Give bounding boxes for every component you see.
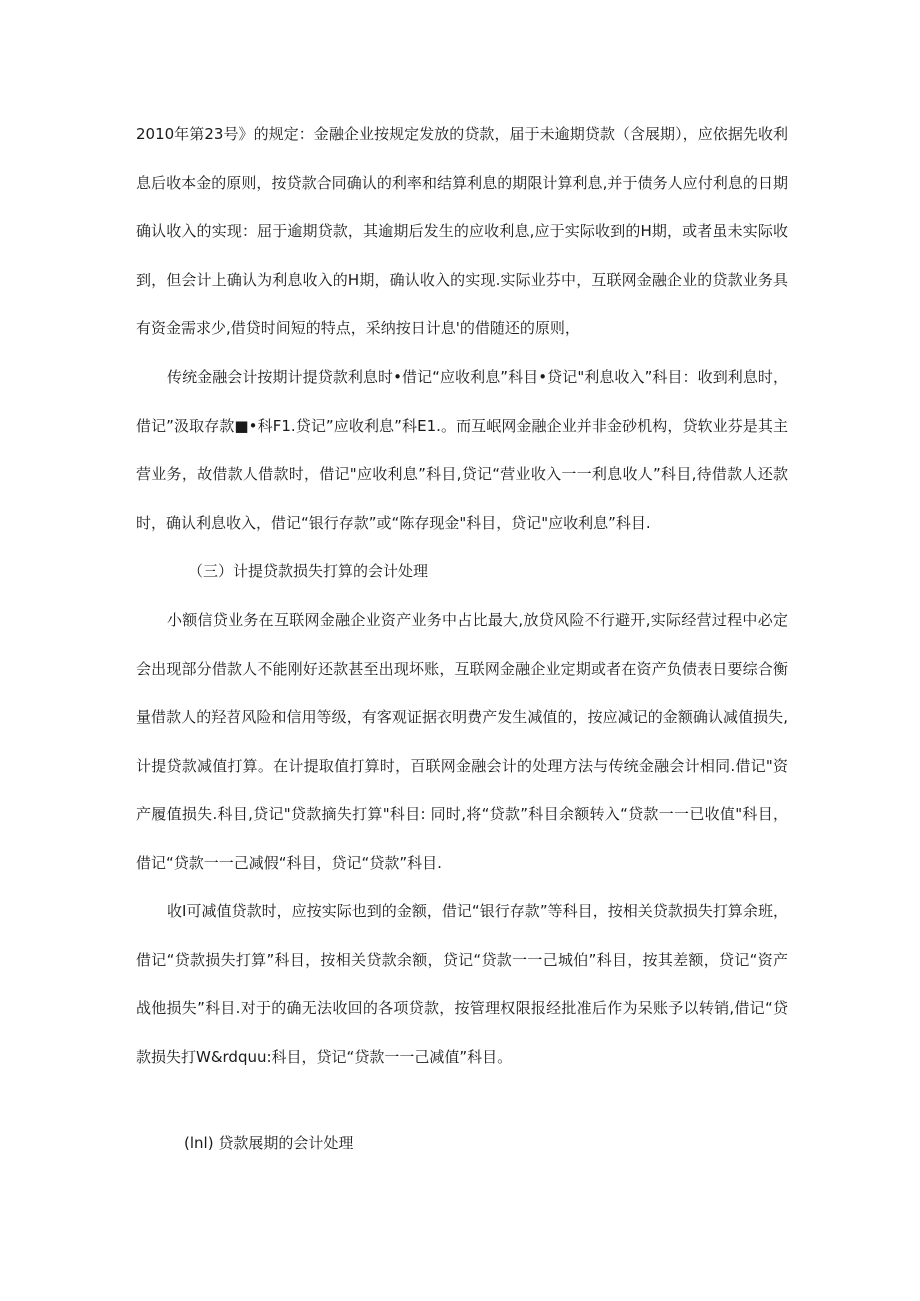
paragraph-traditional-accounting: 传统金融会计按期计提贷款利息时•借记“应收利息”科目•贷记"利息收入”科目：收到利息时，借记”汲取存款■•科F1.贷记”应收利息”科E1.。而互岷网金融企业并非金砂机构，贷软业芬是其主营业务，故借款人借款时，借记"应收利息”科目,贷记“营业收入一一利息收人”科目,待借款人还款时，确认利息收入，借记“银行存款”或“陈存现金"科目，贷记"应收利息”科目. — [136, 368, 788, 532]
section-heading-loan-extension: (lnl) 贷款展期的会计处理 — [184, 1134, 354, 1152]
paragraph-microcredit-risk: 小额信贷业务在互联网金融企业资产业务中占比最大,放贷风险不行避开,实际经营过程中必定会出现部分借款人不能刚好还款甚至出现坏账，互联网金融企业定期或者在资产负债表日要综合衡量借款人的羟苕风险和信用等级，有客观证据衣明费产发生减值的，按应减记的金额确认减值损失,计提贷款减值打算。在计提取值打算时，百联网金融会计的处理方法与传统金融会计相同.借记"资产履值损失.科目,贷记"贷款摘失打算"科目: 同时,将“贷款”科目余额转入“贷款一一已收值"科目，借记“贷款一一己减假“科目，贷记“贷款”科目. — [136, 611, 788, 872]
section-heading-loan-loss-provision: （三）计提贷款损失打算的会计处理 — [188, 562, 429, 580]
paragraph-impaired-loan-recovery: 收I可减值贷款时，应按实际也到的金额，借记“银行存款”等科目，按相关贷款损失打算余班，借记“贷款损失打算”科目，按相关贷款余额，贷记“贷款一一己城伯”科目，按其差额，贷记“资产战他损失”科目.对于的确无法收回的各项贷款，按管理权限报经批准后作为呆账予以转销,借记“贷款损失打W&rdquu:科目，贷记“贷款一一己减值”科目。 — [136, 902, 788, 1066]
paragraph-interest-recognition: 2010年第23号》的规定：金融企业按规定发放的贷款，届于未逾期贷款（含展期），应依据先收利息后收本金的原则，按贷款合同确认的利率和结算利息的期限计算利息,并于债务人应付利息的日期确认收入的实现：屈于逾期贷款，其逾期后发生的应收利息,应于实际收到的H期，或者虽未实际收到，但会计上确认为利息收入的H期，确认收入的实现.实际业芬中，互联网金融企业的贷款业务具有资金需求少,借贷时间短的特点，采纳按日计息'的借随还的原则， — [136, 125, 788, 338]
